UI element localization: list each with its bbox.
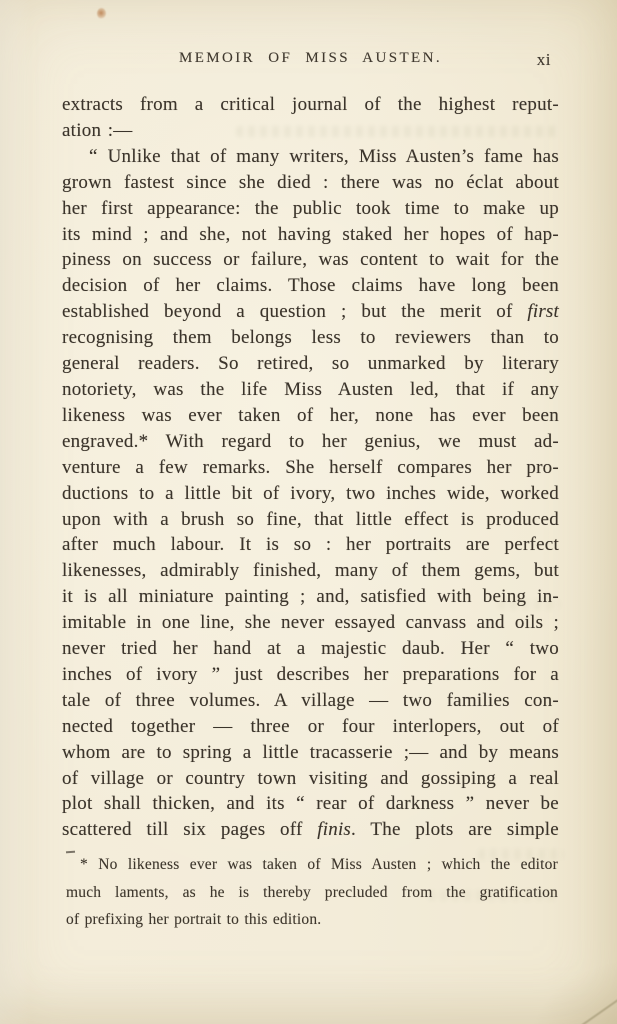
page-number: xi [536, 50, 551, 69]
text-line: established beyond a question ; but the merit of first [62, 301, 559, 323]
text-line: general readers. So retired, so unmarked by literary [62, 353, 559, 375]
text-line: venture a few remarks. She herself compares her pro- [62, 456, 559, 478]
text-line: nected together — three or four interlopers, out of [62, 715, 559, 737]
text-line: notoriety, was the life Miss Austen led, that if any [62, 378, 559, 400]
text-line: decision of her claims. Those claims have long been [62, 275, 559, 297]
text-line: inches of ivory ” just describes her preparations for a [62, 663, 559, 685]
foxing-spot [97, 8, 106, 19]
text-line: likeness was ever taken of her, none has ever been [62, 404, 559, 426]
body-text [62, 92, 559, 843]
text-line: upon with a brush so fine, that little effect is produced [62, 508, 559, 530]
text-line: scattered till six pages off finis. The plots are simple [62, 819, 559, 841]
text-line: her first appearance: the public took time to make up [62, 197, 559, 219]
footnote-line: * No likeness ever was taken of Miss Austen ; which the editor [80, 856, 558, 873]
text-line: engraved.* With regard to her genius, we must ad- [62, 430, 559, 452]
text-line: extracts from a critical journal of the highest reput- [62, 94, 559, 115]
text-line: recognising them belongs less to reviewers than to [62, 327, 559, 349]
text-line: ductions to a little bit of ivory, two inches wide, worked [62, 482, 559, 504]
text-line: likenesses, admirably finished, many of them gems, but [62, 560, 559, 582]
text-line: tale of three volumes. A village — two families con- [62, 689, 559, 711]
footnote-line: of prefixing her portrait to this edition. [66, 911, 322, 928]
running-title: MEMOIR OF MISS AUSTEN. [179, 50, 442, 66]
text-line: “ Unlike that of many writers, Miss Austen’s fame has [89, 145, 559, 167]
paragraph-continuation [62, 92, 559, 144]
text-line: grown fastest since she died : there was no éclat about [62, 171, 559, 193]
page-corner-shading [527, 959, 617, 1024]
text-line: whom are to spring a little tracasserie ;— and by means [62, 741, 559, 763]
text-line: after much labour. It is so : her portraits are perfect [62, 534, 559, 556]
text-line: its mind ; and she, not having staked her hopes of hap- [62, 223, 559, 245]
text-line: never tried her hand at a majestic daub. Her “ two [62, 638, 559, 660]
running-header [62, 50, 559, 72]
text-line: ation :— [62, 119, 133, 141]
footnote-line: much laments, as he is thereby precluded from the gratification [66, 883, 558, 901]
text-line: it is all miniature painting ; and, satisfied with being in- [62, 586, 559, 608]
footnote-block [66, 851, 558, 934]
text-line: imitable in one line, she never essayed canvass and oils ; [62, 612, 559, 634]
text-line: piness on success or failure, was content to wait for the [62, 249, 559, 271]
paragraph-quotation [62, 144, 559, 843]
text-line: of village or country town visiting and gossiping a real [62, 767, 559, 789]
text-line: plot shall thicken, and its “ rear of darkness ” never be [62, 793, 559, 815]
